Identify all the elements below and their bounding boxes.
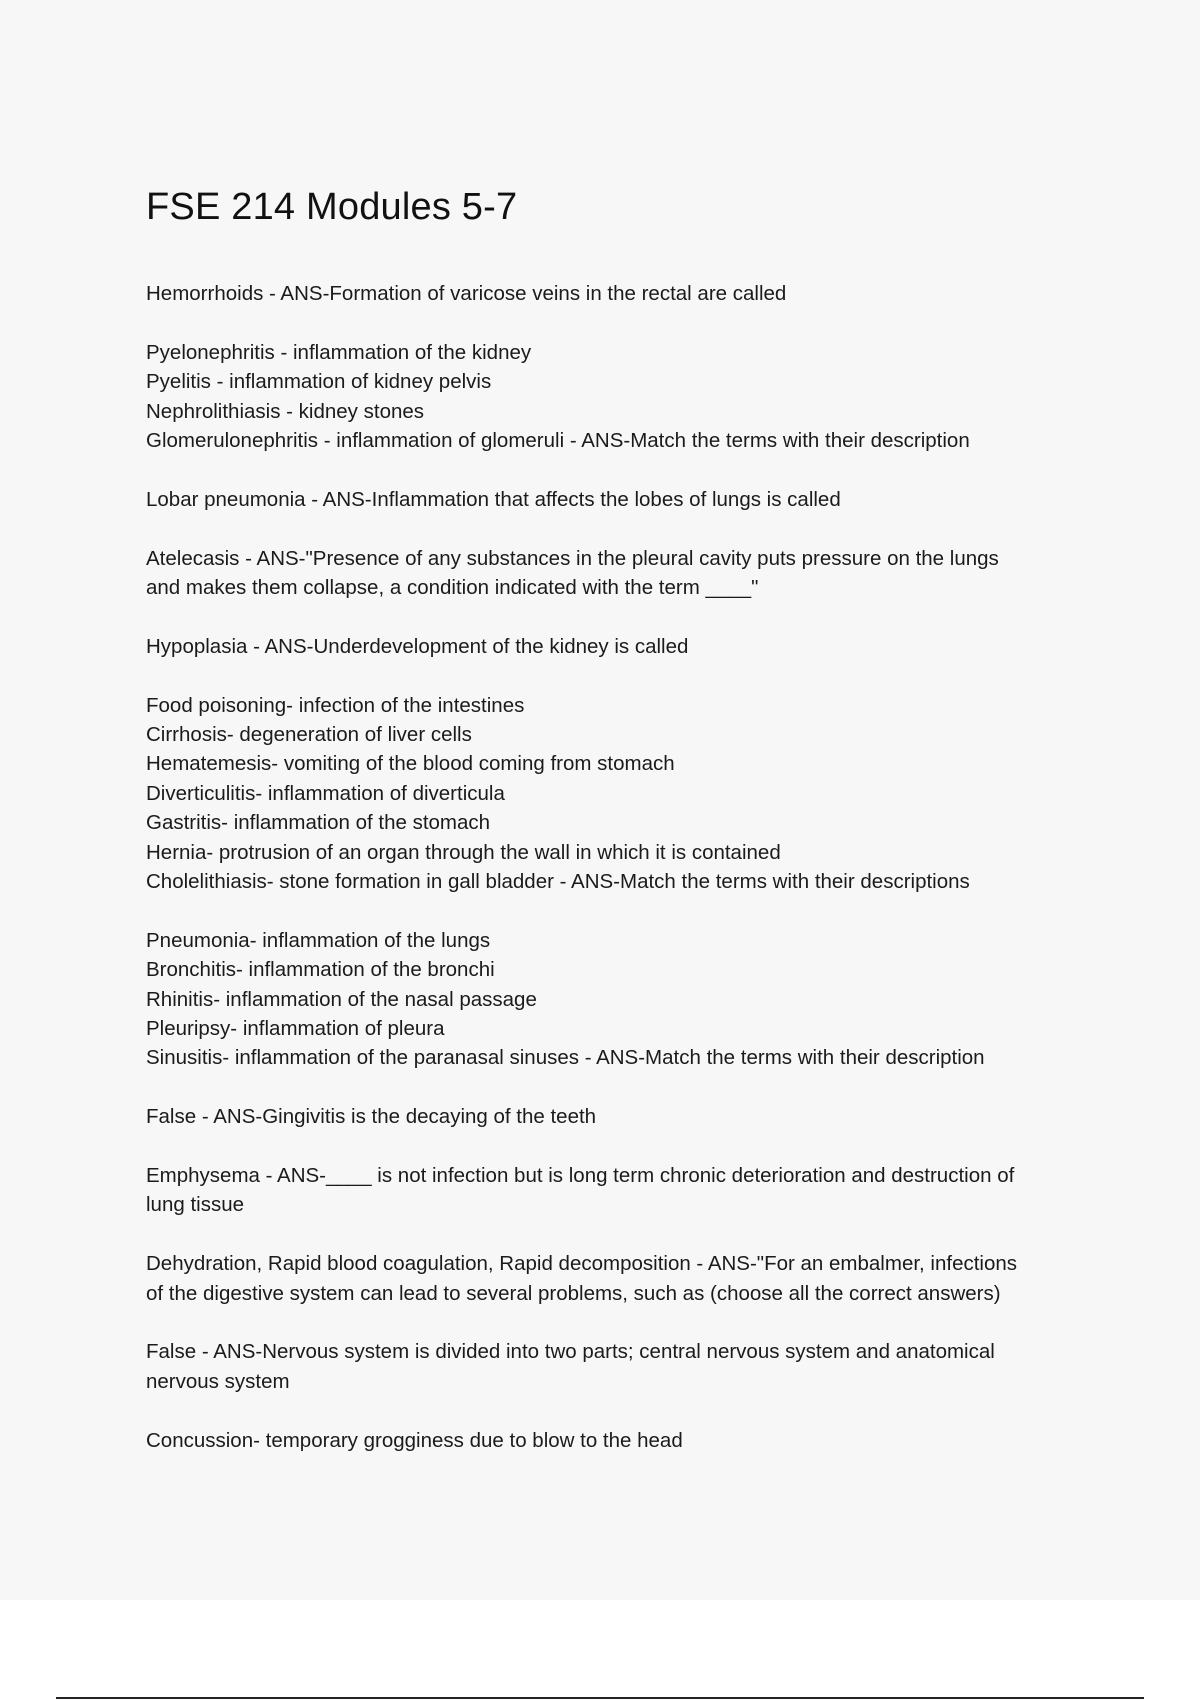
footer-divider — [56, 1697, 1144, 1699]
document-content — [146, 279, 1106, 1484]
qa-line: Bronchitis- inflammation of the bronchi — [146, 958, 495, 982]
qa-line: Atelecasis - ANS-"Presence of any substances in the pleural cavity puts pressure on the lungs — [146, 546, 999, 570]
qa-block — [146, 691, 1106, 897]
qa-block — [146, 1249, 1106, 1308]
qa-block — [146, 1102, 1106, 1131]
qa-line: Lobar pneumonia - ANS-Inflammation that affects the lobes of lungs is called — [146, 487, 841, 511]
document-title: FSE 214 Modules 5-7 — [146, 186, 518, 228]
qa-block — [146, 1337, 1106, 1396]
qa-line: False - ANS-Gingivitis is the decaying of the teeth — [146, 1105, 597, 1129]
qa-block — [146, 1426, 1106, 1455]
qa-line: Hemorrhoids - ANS-Formation of varicose veins in the rectal are called — [146, 282, 787, 305]
qa-line: Hypoplasia - ANS-Underdevelopment of the kidney is called — [146, 634, 689, 658]
qa-line: Food poisoning- infection of the intestines — [146, 693, 525, 717]
qa-line: nervous system — [146, 1369, 290, 1393]
qa-line: Hematemesis- vomiting of the blood coming from stomach — [146, 752, 675, 776]
qa-line: False - ANS-Nervous system is divided into two parts; central nervous system and anatomical — [146, 1340, 995, 1364]
qa-line: Hernia- protrusion of an organ through the wall in which it is contained — [146, 840, 781, 864]
qa-line: and makes them collapse, a condition indicated with the term ____" — [146, 576, 759, 600]
qa-block — [146, 544, 1106, 603]
qa-line: Emphysema - ANS-____ is not infection but is long term chronic deterioration and destruction of — [146, 1164, 1015, 1188]
qa-block — [146, 926, 1106, 1073]
qa-line: Pyelitis - inflammation of kidney pelvis — [146, 370, 492, 394]
qa-line: Gastritis- inflammation of the stomach — [146, 811, 491, 835]
qa-line: Cirrhosis- degeneration of liver cells — [146, 723, 472, 747]
qa-line: Nephrolithiasis - kidney stones — [146, 399, 425, 423]
qa-line: Dehydration, Rapid blood coagulation, Rapid decomposition - ANS-"For an embalmer, infections — [146, 1252, 1018, 1276]
qa-block — [146, 632, 1106, 661]
qa-block — [146, 485, 1106, 514]
qa-line: Rhinitis- inflammation of the nasal passage — [146, 987, 537, 1011]
qa-block — [146, 1161, 1106, 1220]
qa-line: Pneumonia- inflammation of the lungs — [146, 928, 491, 952]
qa-line: Cholelithiasis- stone formation in gall bladder - ANS-Match the terms with their descriptions — [146, 870, 970, 894]
qa-line: of the digestive system can lead to several problems, such as (choose all the correct answers) — [146, 1281, 1001, 1305]
qa-line: Sinusitis- inflammation of the paranasal sinuses - ANS-Match the terms with their description — [146, 1046, 985, 1070]
qa-line: Pyelonephritis - inflammation of the kidney — [146, 340, 532, 364]
qa-line: Pleuripsy- inflammation of pleura — [146, 1017, 445, 1041]
qa-line: Concussion- temporary grogginess due to blow to the head — [146, 1428, 683, 1452]
qa-line: Diverticulitis- inflammation of diverticula — [146, 781, 505, 805]
qa-block — [146, 338, 1106, 456]
qa-line: Glomerulonephritis - inflammation of glomeruli - ANS-Match the terms with their description — [146, 429, 970, 453]
qa-line: lung tissue — [146, 1193, 245, 1217]
qa-block — [146, 279, 1106, 308]
